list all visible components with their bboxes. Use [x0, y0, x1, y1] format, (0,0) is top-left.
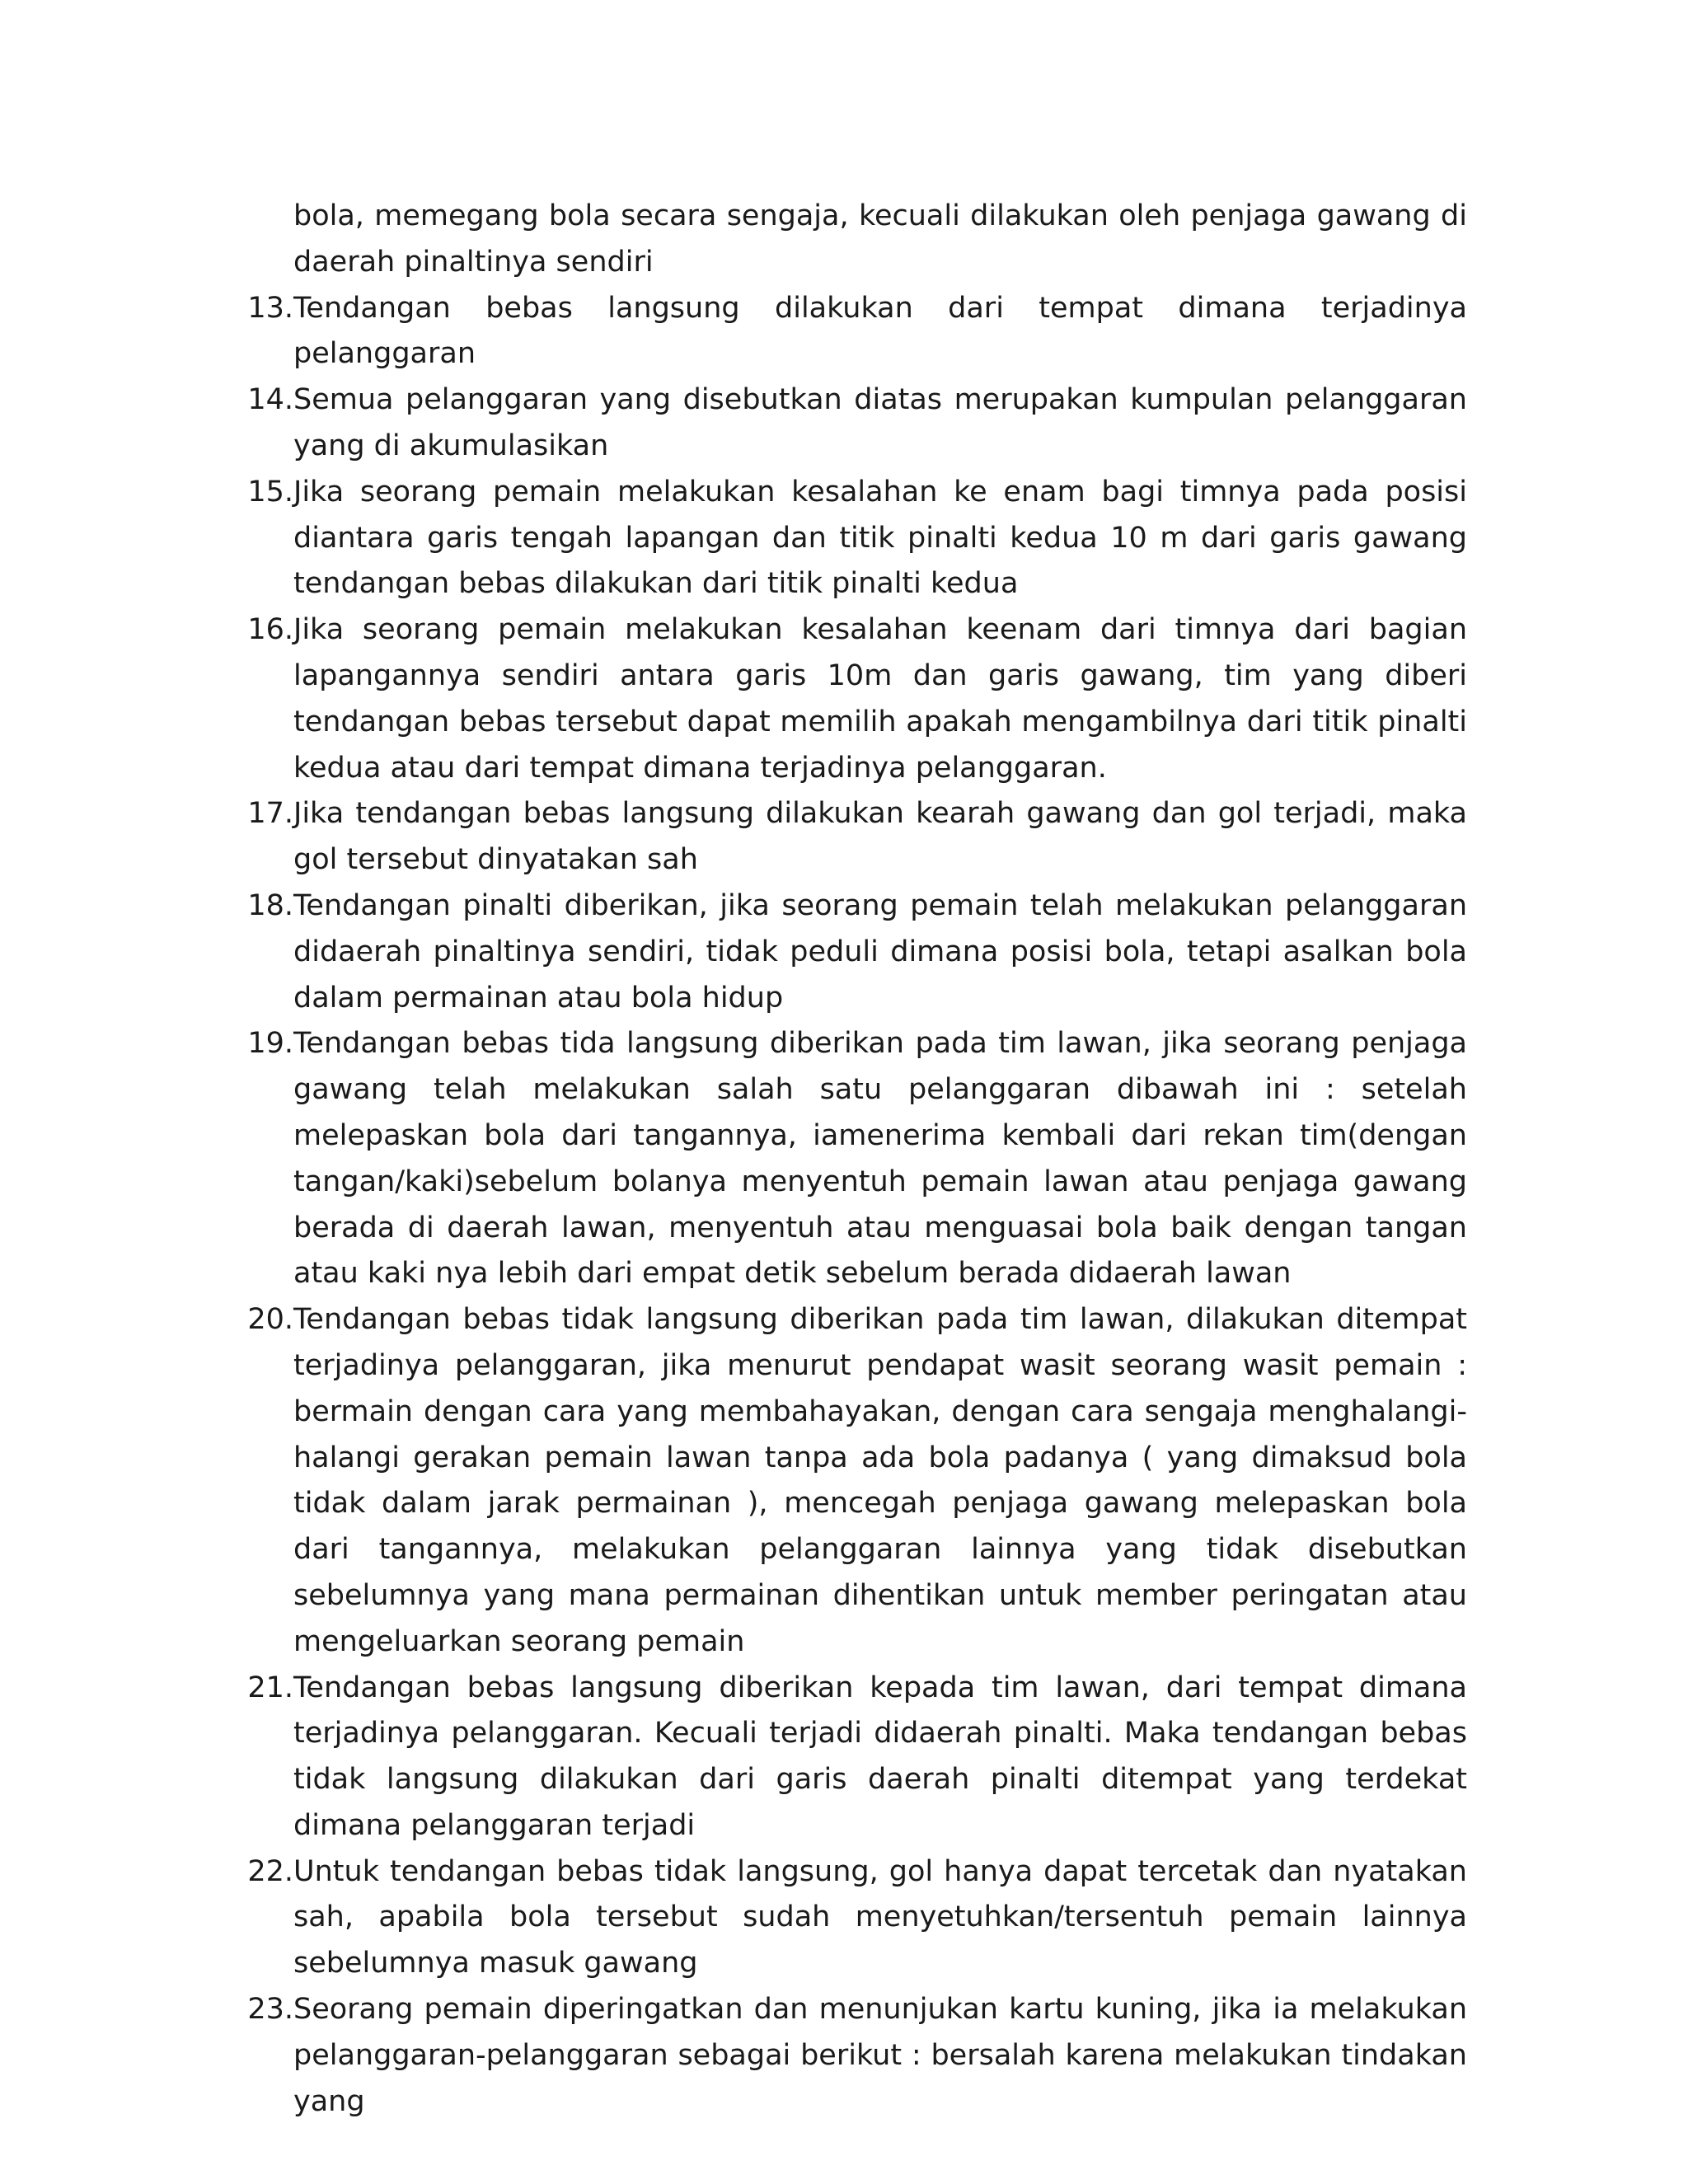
list-text: Tendangan bebas tida langsung diberikan pada tim lawan, jika seorang penjaga gawang telah melakukan salah satu pelanggaran dibawah ini : setelah melepaskan bola dari tangannya, iamenerima kembali dari rekan tim(dengan tangan/kaki)sebelum bolanya menyentuh pemain lawan atau penjaga gawang berada di daerah lawan, menyentuh atau menguasai bola baik dengan tangan atau kaki nya lebih dari empat detik sebelum berada didaerah lawan — [293, 1027, 1467, 1291]
list-text: Tendangan pinalti diberikan, jika seorang pemain telah melakukan pelanggaran didaerah pinaltinya sendiri, tidak peduli dimana posisi bola, tetapi asalkan bola dalam permainan atau bola hidup — [293, 888, 1467, 1015]
list-number: 22. — [247, 1854, 293, 1888]
list-text: Untuk tendangan bebas tidak langsung, gol hanya dapat tercetak dan nyatakan sah, apabila bola tersebut sudah menyetuhkan/tersentuh pemain lainnya sebelumnya masuk gawang — [293, 1854, 1467, 1980]
list-item — [246, 470, 1467, 607]
list-number: 16. — [247, 613, 293, 647]
list-number: 18. — [247, 888, 293, 922]
list-number: 20. — [247, 1303, 293, 1337]
list-number: 23. — [247, 1993, 293, 2027]
list-item — [246, 607, 1467, 791]
list-number: 21. — [247, 1671, 293, 1704]
list-text: Seorang pemain diperingatkan dan menunjukan kartu kuning, jika ia melakukan pelanggaran-pelanggaran sebagai berikut : bersalah karena melakukan tindakan yang — [293, 1993, 1467, 2118]
list-number: 14. — [247, 383, 293, 417]
continuation-text: bola, memegang bola secara sengaja, kecuali dilakukan oleh penjaga gawang di daerah pinaltinya sendiri — [293, 199, 1467, 279]
list-item — [246, 791, 1467, 883]
document-body — [246, 194, 1467, 2125]
list-text: Tendangan bebas tidak langsung diberikan pada tim lawan, dilakukan ditempat terjadinya pelanggaran, jika menurut pendapat wasit seorang wasit pemain : bermain dengan cara yang membahayakan, dengan cara sengaja menghalangi-halangi gerakan pemain lawan tanpa ada bola padanya ( yang dimaksud bola tidak dalam jarak permainan ), mencegah penjaga gawang melepaskan bola dari tangannya, melakukan pelanggaran lainnya yang tidak disebutkan sebelumnya yang mana permainan dihentikan untuk member peringatan atau mengeluarkan seorang pemain — [293, 1303, 1467, 1658]
list-number: 17. — [247, 797, 293, 831]
continuation-paragraph — [246, 194, 1467, 286]
list-item — [246, 883, 1467, 1021]
list-text: Tendangan bebas langsung diberikan kepada tim lawan, dari tempat dimana terjadinya pelanggaran. Kecuali terjadi didaerah pinalti. Maka tendangan bebas tidak langsung dilakukan dari garis daerah pinalti ditempat yang terdekat dimana pelanggaran terjadi — [293, 1671, 1467, 1842]
list-text: Tendangan bebas langsung dilakukan dari tempat dimana terjadinya pelanggaran — [293, 291, 1467, 371]
list-number: 19. — [247, 1027, 293, 1061]
list-item — [246, 1849, 1467, 1987]
list-text: Jika seorang pemain melakukan kesalahan keenam dari timnya dari bagian lapangannya sendiri antara garis 10m dan garis gawang, tim yang diberi tendangan bebas tersebut dapat memilih apakah mengambilnya dari titik pinalti kedua atau dari tempat dimana terjadinya pelanggaran. — [293, 613, 1467, 785]
list-text: Semua pelanggaran yang disebutkan diatas merupakan kumpulan pelanggaran yang di akumulasikan — [293, 383, 1467, 462]
list-text: Jika tendangan bebas langsung dilakukan kearah gawang dan gol terjadi, maka gol tersebut dinyatakan sah — [293, 797, 1467, 877]
list-number: 13. — [247, 291, 293, 325]
list-item — [246, 286, 1467, 378]
list-item — [246, 1021, 1467, 1297]
list-number: 15. — [247, 475, 293, 509]
list-item — [246, 1666, 1467, 1849]
list-item — [246, 1297, 1467, 1665]
list-item — [246, 1987, 1467, 2125]
list-text: Jika seorang pemain melakukan kesalahan ke enam bagi timnya pada posisi diantara garis tengah lapangan dan titik pinalti kedua 10 m dari garis gawang tendangan bebas dilakukan dari titik pinalti kedua — [293, 475, 1467, 601]
list-item — [246, 377, 1467, 470]
